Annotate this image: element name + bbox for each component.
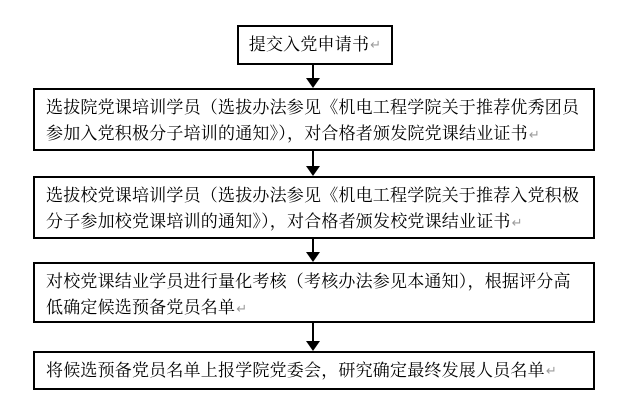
arrow-line xyxy=(312,239,314,252)
arrow-head-icon xyxy=(306,341,320,351)
arrow-line xyxy=(312,323,314,341)
paragraph-mark-icon: ↵ xyxy=(236,301,248,316)
flow-arrow-down-2 xyxy=(306,151,320,176)
flow-node-report-party-committee xyxy=(33,351,595,390)
arrow-head-icon xyxy=(306,252,320,262)
flow-node-university-party-class xyxy=(33,176,595,239)
arrow-head-icon xyxy=(306,166,320,176)
arrow-line xyxy=(312,151,314,166)
paragraph-mark-icon: ↵ xyxy=(370,37,382,52)
flow-node-label: 提交入党申请书 xyxy=(248,35,370,54)
flow-arrow-down-4 xyxy=(306,323,320,351)
flow-node-quantitative-assessment xyxy=(33,262,595,323)
flow-node-label: 对校党课结业学员进行量化考核（考核办法参见本通知），根据评分高低确定候选预备党员名单 xyxy=(46,272,571,317)
flow-node-label: 选拔院党课培训学员（选拔办法参见《机电工程学院关于推荐优秀团员参加入党积极分子培训的通知》），对合格者颁发院党课结业证书 xyxy=(46,98,580,143)
flow-arrow-down-3 xyxy=(306,239,320,262)
arrow-line xyxy=(312,65,314,78)
flow-node-submit-application xyxy=(237,25,393,65)
flow-node-label: 将候选预备党员名单上报学院党委会，研究确定最终发展人员名单 xyxy=(46,361,545,380)
paragraph-mark-icon: ↵ xyxy=(545,363,557,378)
flow-node-college-party-class xyxy=(33,88,595,151)
paragraph-mark-icon: ↵ xyxy=(511,215,523,230)
flow-arrow-down-1 xyxy=(306,65,320,88)
flow-node-label: 选拔校党课培训学员（选拔办法参见《机电工程学院关于推荐入党积极分子参加校党课培训的通知》），对合格者颁发校党课结业证书 xyxy=(46,186,580,231)
paragraph-mark-icon: ↵ xyxy=(528,127,540,142)
arrow-head-icon xyxy=(306,78,320,88)
